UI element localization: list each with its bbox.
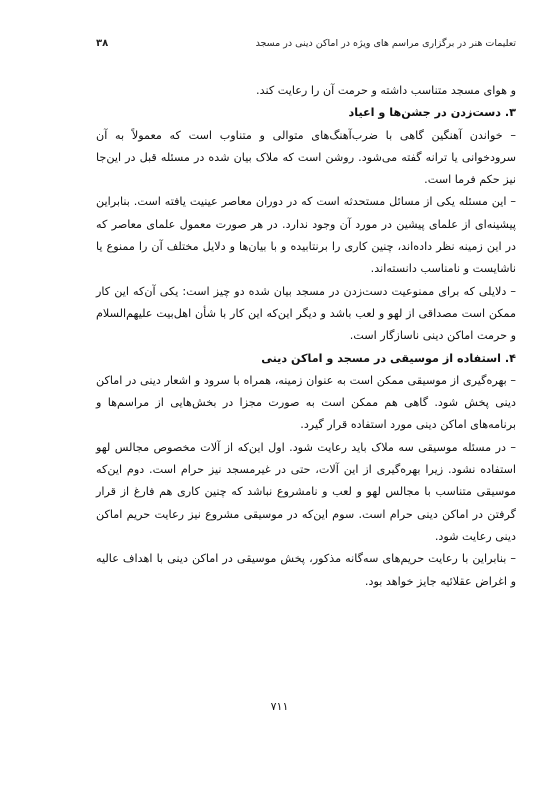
running-header xyxy=(96,38,516,49)
paragraph: – در مسئله موسیقی سه ملاک باید رعایت شود. اول این‌که از آلات مخصوص مجالس لهو استفاده نشود. زیرا بهره‌گیری از این آلات، حتی در غیرمسجد نیز حرام است. دوم این‌که موسیقی متناسب با مجالس لهو و لعب و نامشروع نباشد که چنین کاری هم فارغ از قرار گرفتن در اماکن دینی حرام است. سوم این‌که در موسیقی مشروع نیز رعایت حریم اماکن دینی رعایت شود. xyxy=(96,440,516,543)
paragraph: – خواندن آهنگین گاهی با ضرب‌آهنگ‌های متوالی و متناوب است که معمولاً به آن سرودخوانی یا ترانه گفته می‌شود. روشن است که ملاک بیان شده در مسئله قبل در این‌جا نیز حکم فرما است. xyxy=(96,128,516,187)
page-number: ۷۱۱ xyxy=(270,700,289,713)
paragraph: – بنابراین با رعایت حریم‌های سه‌گانه مذکور، پخش موسیقی در اماکن دینی با اهداف عالیه و اغراض عقلائیه جایز خواهد بود. xyxy=(96,552,516,588)
section-heading-music: ۴. استفاده از موسیقی در مسجد و اماکن دینی xyxy=(261,351,516,365)
section-heading-clapping: ۳. دست‌زدن در جشن‌ها و اعیاد xyxy=(348,106,516,120)
header-page-mark: ۳۸ xyxy=(96,38,109,49)
paragraph: – این مسئله یکی از مسائل مستحدثه است که در دوران معاصر عینیت یافته است. بنابراین پیشینه‌ای از علمای پیشین در مورد آن وجود ندارد. در هر صورت معمول علمای معاصر که در این زمینه نظر داده‌اند، چنین کاری را برنتابیده و با بیان‌ها و دلایل مختلف آن را ممنوع یا ناشایست و نامناسب دانسته‌اند. xyxy=(96,195,516,276)
page-body xyxy=(96,80,516,593)
paragraph: – بهره‌گیری از موسیقی ممکن است به عنوان زمینه، همراه با سرود و اشعار دینی در اماکن دینی پخش شود. گاهی هم ممکن است به صورت مجزا در بخش‌هایی از مراسم‌ها و برنامه‌های اماکن دینی مورد استفاده قرار گیرد. xyxy=(96,373,516,432)
paragraph-continuation: و هوای مسجد متناسب داشته و حرمت آن را رعایت کند. xyxy=(256,84,516,97)
paragraph: – دلایلی که برای ممنوعیت دست‌زدن در مسجد بیان شده دو چیز است: یکی آن‌که این کار ممکن است مصداقی از لهو و لعب باشد و دیگر این‌که این کار با شأن اهل‌بیت علیهم‌السلام و حرمت اماکن دینی ناسازگار است. xyxy=(96,284,516,343)
running-title: تعلیمات هنر در برگزاری مراسم های ویژه در اماکن دینی در مسجد xyxy=(255,38,516,49)
